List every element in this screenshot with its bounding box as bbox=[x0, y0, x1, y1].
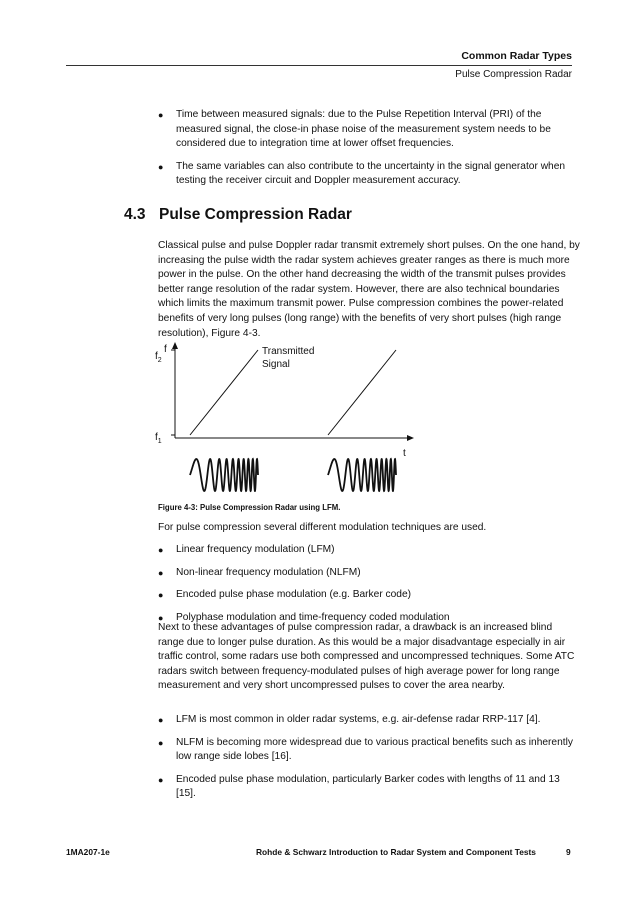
bullet-icon: ● bbox=[158, 612, 164, 623]
header-divider bbox=[66, 65, 572, 66]
running-header-subtitle: Pulse Compression Radar bbox=[455, 69, 572, 80]
bullet-icon: ● bbox=[158, 774, 164, 785]
list-item bbox=[158, 160, 578, 189]
list-item bbox=[158, 588, 578, 603]
list-item-text: Time between measured signals: due to the Pulse Repetition Interval (PRI) of the measured signal, the close-in phase noise of the measurement system needs to be considered due to integration time at lower offset frequencies. bbox=[176, 109, 551, 149]
list-item-text: Encoded pulse phase modulation, particularly Barker codes with lengths of 11 and 13 [15]. bbox=[176, 773, 560, 799]
chirp-waveform-2 bbox=[328, 459, 396, 491]
bullet-icon: ● bbox=[158, 545, 164, 555]
bullet-icon: ● bbox=[158, 715, 164, 725]
axis-label-f2 bbox=[155, 350, 162, 367]
top-bullet-list bbox=[158, 108, 578, 197]
usage-bullet-list bbox=[158, 713, 578, 810]
list-item-text: NLFM is becoming more widespread due to various practical benefits such as inherently low range side lobes [16]. bbox=[176, 736, 573, 762]
modulation-bullet-list bbox=[158, 543, 578, 633]
f2-sub: 2 bbox=[157, 357, 162, 364]
bullet-icon: ● bbox=[158, 567, 164, 578]
bullet-icon: ● bbox=[158, 110, 164, 120]
axis-label-t: t bbox=[403, 448, 406, 459]
list-item bbox=[158, 713, 578, 728]
list-item-text: Non-linear frequency modulation (NLFM) bbox=[176, 566, 361, 578]
figure-caption: Figure 4-3: Pulse Compression Radar using LFM. bbox=[158, 503, 341, 512]
list-item bbox=[158, 773, 578, 802]
intro-paragraph: Classical pulse and pulse Doppler radar transmit extremely short pulses. On the one hand, by increasing the pulse width the radar system achieves greater ranges as there is much more power in the pulse. On the other hand decreasing the width of the transmit pulses provides better range resolution of the radar system. However, there are also technical boundaries which limits the maximum transmit power. Pulse compression combines the power-related benefits of very long pulses (long range) with the benefits of very short pulses (high range resolution), Figure 4-3. bbox=[158, 240, 580, 339]
signal-label-line-1: Transmitted bbox=[262, 346, 315, 357]
list-item bbox=[158, 108, 578, 152]
section-title: Pulse Compression Radar bbox=[159, 206, 352, 223]
bullet-icon: ● bbox=[158, 590, 164, 600]
section-heading bbox=[124, 206, 352, 224]
axis-label-f1 bbox=[155, 431, 162, 448]
f2-base: f bbox=[155, 351, 158, 362]
list-item bbox=[158, 736, 578, 765]
drawback-paragraph: Next to these advantages of pulse compression radar, a drawback is an increased blind range due to longer pulse duration. As this would be a major disadvantage especially in air traffic control, some radars use both compressed and uncompressed techniques. Some ATC radars switch between frequency-modulated pulses of high average power for long range measurement and very short uncompressed pulses to cover the area nearby. bbox=[158, 622, 575, 692]
time-axis-arrow bbox=[407, 435, 414, 441]
axis-label-f: f bbox=[164, 344, 167, 355]
footer-page-number: 9 bbox=[566, 847, 571, 857]
chirp-waveform-1 bbox=[190, 459, 258, 491]
list-item bbox=[158, 543, 578, 558]
chirp-ramp-1 bbox=[190, 350, 258, 435]
list-item-text: The same variables can also contribute to the uncertainty in the signal generator when testing the receiver circuit and Doppler measurement accuracy. bbox=[176, 160, 566, 186]
chirp-ramp-2 bbox=[328, 350, 396, 435]
transmitted-signal-label bbox=[262, 345, 314, 371]
f1-base: f bbox=[155, 432, 158, 443]
bullet-icon: ● bbox=[158, 737, 164, 748]
lfm-figure bbox=[150, 340, 420, 498]
section-number: 4.3 bbox=[124, 206, 146, 223]
bullet-icon: ● bbox=[158, 161, 164, 172]
list-item-text: Linear frequency modulation (LFM) bbox=[176, 544, 335, 555]
running-header-title: Common Radar Types bbox=[461, 50, 572, 62]
list-item-text: LFM is most common in older radar systems, e.g. air-defense radar RRP-117 [4]. bbox=[176, 714, 541, 725]
f1-sub: 1 bbox=[157, 438, 162, 445]
list-item-text: Polyphase modulation and time-frequency coded modulation bbox=[176, 611, 450, 623]
footer-doc-id: 1MA207-1e bbox=[66, 847, 110, 857]
list-item bbox=[158, 566, 578, 581]
signal-label-line-2: Signal bbox=[262, 359, 290, 370]
frequency-axis-arrow bbox=[172, 342, 178, 349]
list-item-text: Encoded pulse phase modulation (e.g. Barker code) bbox=[176, 589, 412, 600]
modulation-intro: For pulse compression several different modulation techniques are used. bbox=[158, 522, 487, 533]
footer-title: Rohde & Schwarz Introduction to Radar System and Component Tests bbox=[256, 847, 536, 857]
